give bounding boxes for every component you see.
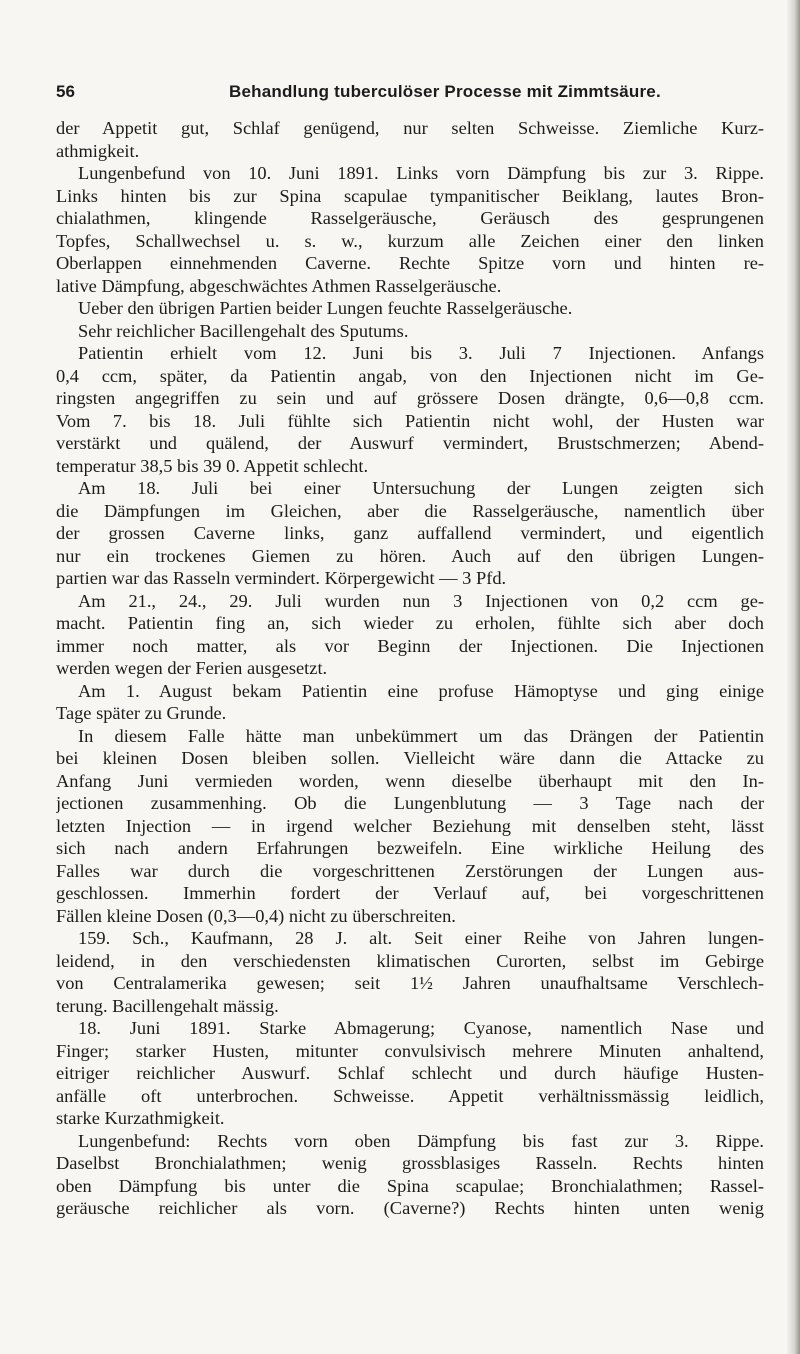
text-line: In diesem Falle hätte man unbekümmert um das Drängen der Patientin (78, 725, 764, 746)
text-line: verstärkt und quälend, der Auswurf vermindert, Brustschmerzen; Abend- (56, 433, 764, 453)
text-line: jectionen zusammenhing. Ob die Lungenblutung — 3 Tage nach der (56, 793, 764, 813)
text-line: geschlossen. Immerhin fordert der Verlauf auf, bei vorgeschrittenen (56, 883, 764, 903)
text-line: der Appetit gut, Schlaf genügend, nur selten Schweisse. Ziemliche Kurz- (56, 118, 764, 138)
text-line: 159. Sch., Kaufmann, 28 J. alt. Seit einer Reihe von Jahren lungen- (78, 928, 764, 948)
text-line: athmigkeit. (56, 140, 140, 161)
text-line: von Centralamerika gewesen; seit 1½ Jahren unaufhaltsame Verschlech- (56, 973, 764, 993)
text-line: Falles war durch die vorgeschrittenen Zerstörungen der Lungen aus- (56, 860, 764, 881)
text-line: immer noch matter, als vor Beginn der Injectionen. Die Injectionen (56, 635, 764, 656)
text-line: Tage später zu Grunde. (56, 703, 227, 723)
text-line: starke Kurzathmigkeit. (56, 1108, 225, 1128)
text-line: Am 21., 24., 29. Juli wurden nun 3 Injectionen von 0,2 ccm ge- (78, 590, 764, 611)
text-line: leidend, in den verschiedensten klimatischen Curorten, selbst im Gebirge (56, 950, 764, 971)
text-line: lative Dämpfung, abgeschwächtes Athmen Rasselgeräusche. (56, 275, 502, 296)
text-line: terung. Bacillengehalt mässig. (56, 995, 279, 1016)
text-line: 0,4 ccm, später, da Patientin angab, von den Injectionen nicht im Ge- (56, 365, 764, 386)
text-line: eitriger reichlicher Auswurf. Schlaf schlecht und durch häufige Husten- (56, 1063, 764, 1083)
text-line: chialathmen, klingende Rasselgeräusche, Geräusch des gesprungenen (56, 208, 764, 228)
text-line: macht. Patientin fing an, sich wieder zu erholen, fühlte sich aber doch (56, 613, 764, 633)
text-line: werden wegen der Ferien ausgesetzt. (56, 658, 328, 678)
text-line: Vom 7. bis 18. Juli fühlte sich Patientin nicht wohl, der Husten war (56, 410, 764, 431)
text-line: Lungenbefund: Rechts vorn oben Dämpfung bis fast zur 3. Rippe. (78, 1130, 764, 1151)
page-number: 56 (56, 82, 75, 101)
page-edge-shadow (786, 0, 800, 1354)
text-line: ringsten angegriffen zu sein und auf grössere Dosen drängte, 0,6—0,8 ccm. (56, 388, 764, 408)
text-line: Links hinten bis zur Spina scapulae tympanitischer Beiklang, lautes Bron- (56, 185, 764, 206)
text-line: 18. Juni 1891. Starke Abmagerung; Cyanose, namentlich Nase und (78, 1018, 764, 1038)
text-line: temperatur 38,5 bis 39 0. Appetit schlecht. (56, 455, 369, 476)
text-line: partien war das Rasseln vermindert. Körpergewicht — 3 Pfd. (56, 568, 507, 588)
text-line: letzten Injection — in irgend welcher Beziehung mit denselben steht, lässt (56, 815, 764, 836)
text-line: Ueber den übrigen Partien beider Lungen feuchte Rasselgeräusche. (78, 298, 573, 318)
text-line: die Dämpfungen im Gleichen, aber die Rasselgeräusche, namentlich über (56, 500, 764, 521)
text-line: Anfang Juni vermieden worden, wenn dieselbe überhaupt mit den In- (56, 770, 764, 791)
text-line: oben Dämpfung bis unter die Spina scapulae; Bronchialathmen; Rassel- (56, 1175, 764, 1196)
text-line: Sehr reichlicher Bacillengehalt des Sputums. (78, 320, 409, 341)
text-line: Oberlappen einnehmenden Caverne. Rechte Spitze vorn und hinten re- (56, 253, 764, 273)
body-text (56, 117, 764, 1220)
running-title: Behandlung tuberculöser Processe mit Zimmtsäure. (229, 82, 661, 101)
text-line: Am 1. August bekam Patientin eine profuse Hämoptyse und ging einige (78, 680, 764, 701)
text-line: Topfes, Schallwechsel u. s. w., kurzum alle Zeichen einer den linken (56, 230, 764, 251)
text-line: der grossen Caverne links, ganz auffallend vermindert, und eigentlich (56, 523, 764, 543)
text-line: Finger; starker Husten, mitunter convulsivisch mehrere Minuten anhaltend, (56, 1040, 764, 1061)
text-line: anfälle oft unterbrochen. Schweisse. Appetit verhältnissmässig leidlich, (56, 1085, 764, 1106)
text-line: Patientin erhielt vom 12. Juni bis 3. Juli 7 Injectionen. Anfangs (78, 343, 764, 363)
text-line: nur ein trockenes Giemen zu hören. Auch auf den übrigen Lungen- (56, 545, 764, 566)
text-line: Fällen kleine Dosen (0,3—0,4) nicht zu überschreiten. (56, 905, 456, 926)
text-line: Am 18. Juli bei einer Untersuchung der Lungen zeigten sich (78, 478, 764, 498)
text-line: sich nach andern Erfahrungen bezweifeln. Eine wirkliche Heilung des (56, 838, 764, 858)
text-line: geräusche reichlicher als vorn. (Caverne?) Rechts hinten unten wenig (56, 1198, 764, 1218)
text-line: bei kleinen Dosen bleiben sollen. Vielleicht wäre dann die Attacke zu (56, 748, 764, 768)
text-line: Lungenbefund von 10. Juni 1891. Links vorn Dämpfung bis zur 3. Rippe. (78, 163, 764, 183)
text-line: Daselbst Bronchialathmen; wenig grossblasiges Rasseln. Rechts hinten (56, 1153, 764, 1173)
page-header (56, 82, 756, 106)
